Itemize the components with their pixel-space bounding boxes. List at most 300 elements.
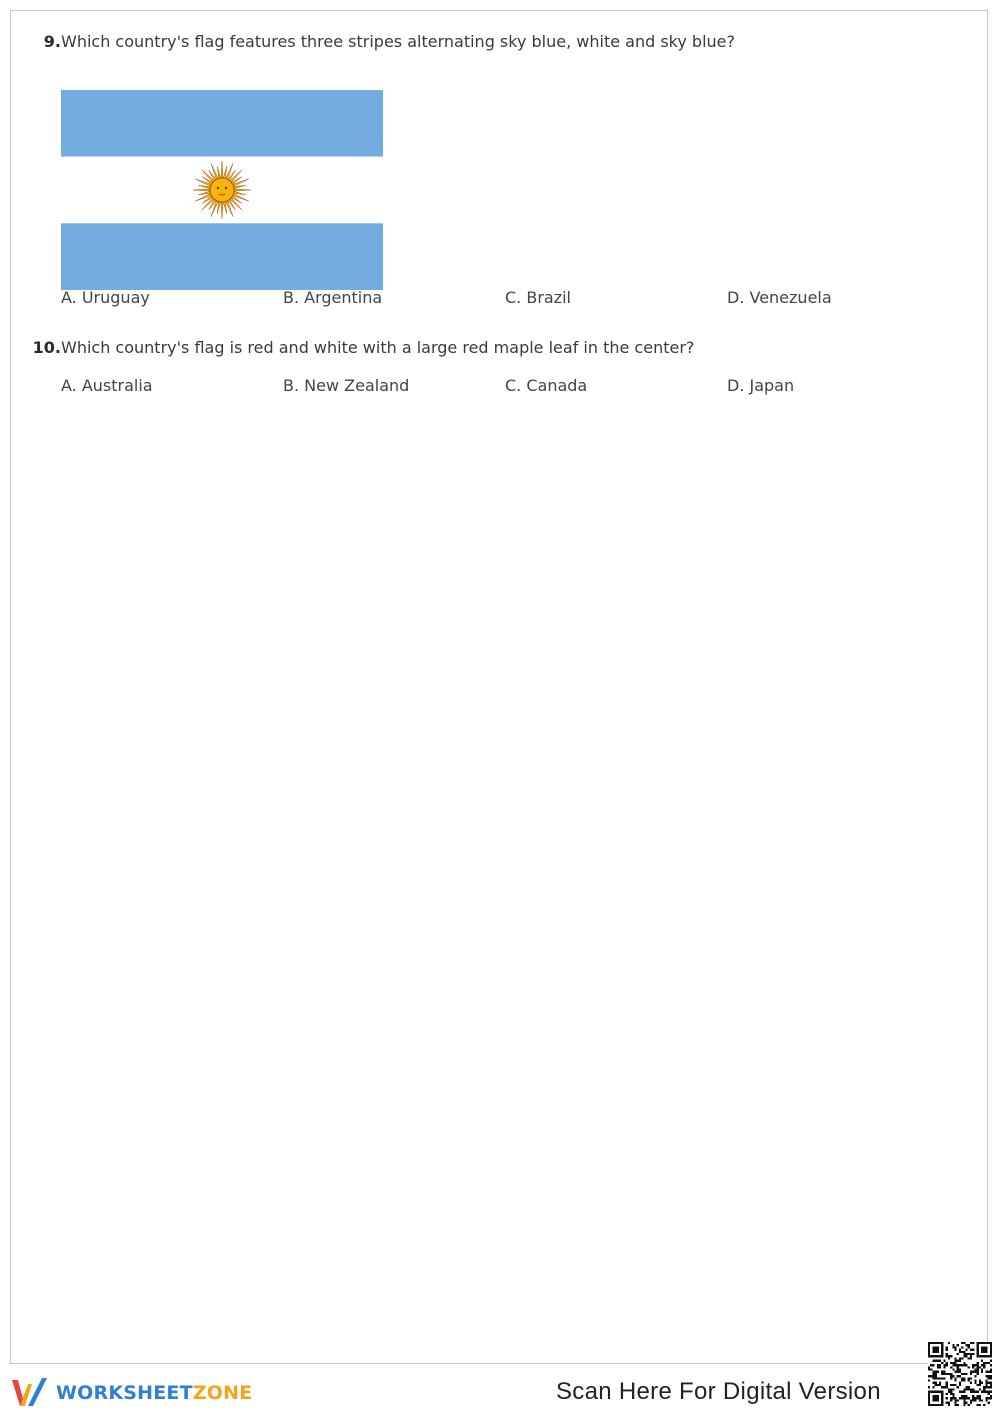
qr-module [963, 1342, 965, 1344]
qr-finder [981, 1346, 988, 1353]
qr-module [970, 1373, 972, 1375]
qr-module [961, 1351, 963, 1353]
qr-module [959, 1375, 961, 1377]
qr-module [990, 1397, 992, 1399]
qr-module [950, 1362, 952, 1364]
qr-module [972, 1391, 974, 1393]
qr-module [979, 1388, 981, 1390]
qr-module [990, 1371, 992, 1373]
qr-module [961, 1373, 963, 1375]
qr-module [959, 1382, 961, 1384]
qr-module [930, 1364, 932, 1366]
qr-module [937, 1360, 939, 1362]
qr-module [977, 1384, 979, 1386]
qr-module [981, 1364, 983, 1366]
qr-module [928, 1375, 930, 1377]
qr-module [990, 1360, 992, 1362]
qr-module [961, 1346, 963, 1348]
question-head [26, 31, 966, 53]
qr-module [988, 1402, 990, 1404]
qr-module [981, 1391, 983, 1393]
qr-module [957, 1368, 959, 1370]
qr-module [939, 1382, 941, 1384]
qr-module [950, 1393, 952, 1395]
qr-module [950, 1397, 952, 1399]
qr-module [963, 1373, 965, 1375]
qr-module [979, 1395, 981, 1397]
qr-module [972, 1397, 974, 1399]
qr-module [970, 1377, 972, 1379]
qr-module [981, 1382, 983, 1384]
qr-module [974, 1364, 976, 1366]
option-d[interactable]: D. Japan [727, 376, 795, 395]
qr-module [968, 1377, 970, 1379]
scan-here-text: Scan Here For Digital Version [556, 1378, 881, 1405]
qr-module [974, 1371, 976, 1373]
qr-module [990, 1382, 992, 1384]
qr-module [968, 1397, 970, 1399]
qr-module [928, 1380, 930, 1382]
qr-module [970, 1391, 972, 1393]
qr-module [961, 1395, 963, 1397]
qr-module [968, 1353, 970, 1355]
qr-module [981, 1360, 983, 1362]
qr-module [974, 1397, 976, 1399]
qr-module [952, 1388, 954, 1390]
option-b[interactable]: B. New Zealand [283, 376, 410, 395]
flag-bottom-stripe [61, 223, 383, 290]
qr-module [974, 1375, 976, 1377]
qr-module [970, 1342, 972, 1344]
qr-module [963, 1362, 965, 1364]
option-c[interactable]: C. Canada [505, 376, 588, 395]
qr-module [959, 1397, 961, 1399]
logo-text-worksheet: WORKSHEET [56, 1382, 193, 1404]
qr-module [946, 1382, 948, 1384]
qr-module [983, 1388, 985, 1390]
qr-module [948, 1391, 950, 1393]
qr-code-icon[interactable] [928, 1342, 992, 1406]
qr-module [974, 1399, 976, 1401]
qr-module [990, 1368, 992, 1370]
qr-module [948, 1402, 950, 1404]
qr-module [983, 1404, 985, 1406]
qr-module [952, 1362, 954, 1364]
qr-module [939, 1360, 941, 1362]
option-d[interactable]: D. Venezuela [727, 288, 832, 307]
qr-module [968, 1366, 970, 1368]
qr-module [950, 1391, 952, 1393]
qr-module [961, 1380, 963, 1382]
qr-module [977, 1362, 979, 1364]
qr-module [959, 1364, 961, 1366]
qr-module [961, 1357, 963, 1359]
qr-module [946, 1353, 948, 1355]
qr-module [966, 1388, 968, 1390]
qr-module [981, 1368, 983, 1370]
qr-module [943, 1371, 945, 1373]
qr-module [974, 1380, 976, 1382]
qr-module [935, 1384, 937, 1386]
qr-module [946, 1386, 948, 1388]
qr-module [979, 1399, 981, 1401]
qr-module [954, 1360, 956, 1362]
qr-module [954, 1404, 956, 1406]
qr-module [957, 1399, 959, 1401]
qr-module [972, 1371, 974, 1373]
qr-module [985, 1371, 987, 1373]
qr-module [928, 1386, 930, 1388]
qr-module [977, 1364, 979, 1366]
qr-module [974, 1391, 976, 1393]
qr-module [946, 1393, 948, 1395]
qr-module [959, 1357, 961, 1359]
qr-module [943, 1377, 945, 1379]
qr-module [972, 1364, 974, 1366]
qr-module [966, 1344, 968, 1346]
qr-module [954, 1380, 956, 1382]
qr-module [946, 1355, 948, 1357]
qr-module [970, 1357, 972, 1359]
qr-module [952, 1397, 954, 1399]
qr-module [946, 1373, 948, 1375]
qr-module [966, 1397, 968, 1399]
qr-module [946, 1362, 948, 1364]
qr-module [985, 1399, 987, 1401]
qr-module [932, 1377, 934, 1379]
option-a[interactable]: A. Australia [61, 376, 153, 395]
qr-module [974, 1368, 976, 1370]
qr-module [937, 1371, 939, 1373]
logo-text-zone: ZONE [192, 1382, 253, 1404]
qr-module [968, 1386, 970, 1388]
qr-module [966, 1395, 968, 1397]
qr-module [968, 1404, 970, 1406]
worksheetzone-logo[interactable] [10, 1376, 252, 1410]
qr-module [946, 1349, 948, 1351]
qr-module [957, 1353, 959, 1355]
qr-module [983, 1364, 985, 1366]
qr-module [959, 1360, 961, 1362]
qr-module [954, 1402, 956, 1404]
qr-module [968, 1357, 970, 1359]
qr-module [943, 1360, 945, 1362]
logo-mark-icon [10, 1376, 50, 1410]
qr-module [979, 1384, 981, 1386]
qr-module [950, 1384, 952, 1386]
qr-module [941, 1371, 943, 1373]
qr-module [946, 1384, 948, 1386]
qr-module [963, 1404, 965, 1406]
qr-module [950, 1366, 952, 1368]
qr-module [948, 1357, 950, 1359]
qr-module [988, 1386, 990, 1388]
question-9 [26, 31, 966, 307]
qr-module [963, 1351, 965, 1353]
qr-module [957, 1375, 959, 1377]
qr-module [963, 1391, 965, 1393]
qr-finder [932, 1346, 939, 1353]
qr-module [954, 1384, 956, 1386]
qr-module [963, 1380, 965, 1382]
qr-module [943, 1373, 945, 1375]
sun-of-may-icon [193, 161, 251, 219]
qr-module [937, 1377, 939, 1379]
qr-module [968, 1380, 970, 1382]
qr-module [954, 1364, 956, 1366]
sun-face [210, 178, 234, 202]
qr-module [968, 1346, 970, 1348]
options-row [61, 288, 949, 307]
qr-module [988, 1397, 990, 1399]
qr-module [935, 1371, 937, 1373]
qr-module [954, 1357, 956, 1359]
qr-module [970, 1349, 972, 1351]
qr-module [932, 1382, 934, 1384]
qr-module [946, 1364, 948, 1366]
qr-module [985, 1382, 987, 1384]
qr-module [954, 1349, 956, 1351]
qr-module [988, 1377, 990, 1379]
qr-module [957, 1366, 959, 1368]
qr-module [970, 1388, 972, 1390]
qr-module [950, 1375, 952, 1377]
qr-module [959, 1371, 961, 1373]
qr-module [970, 1402, 972, 1404]
qr-module [979, 1382, 981, 1384]
qr-module [983, 1366, 985, 1368]
qr-module [941, 1386, 943, 1388]
qr-module [939, 1384, 941, 1386]
qr-module [977, 1373, 979, 1375]
qr-module [988, 1375, 990, 1377]
qr-module [932, 1375, 934, 1377]
qr-module [977, 1391, 979, 1393]
qr-module [990, 1375, 992, 1377]
qr-module [988, 1371, 990, 1373]
qr-module [939, 1366, 941, 1368]
qr-module [957, 1386, 959, 1388]
option-b[interactable]: B. Argentina [283, 288, 383, 307]
qr-module [985, 1386, 987, 1388]
qr-module [974, 1382, 976, 1384]
qr-module [990, 1384, 992, 1386]
qr-module [972, 1366, 974, 1368]
qr-module [957, 1371, 959, 1373]
qr-module [952, 1346, 954, 1348]
qr-module [943, 1364, 945, 1366]
question-text: Which country's flag is red and white with a large red maple leaf in the center? [61, 338, 695, 357]
qr-module [966, 1402, 968, 1404]
qr-module [966, 1349, 968, 1351]
qr-module [981, 1399, 983, 1401]
qr-module [952, 1344, 954, 1346]
qr-module [961, 1364, 963, 1366]
qr-module [979, 1366, 981, 1368]
qr-module [968, 1388, 970, 1390]
qr-module [935, 1375, 937, 1377]
qr-module [954, 1371, 956, 1373]
qr-module [932, 1373, 934, 1375]
qr-module [972, 1395, 974, 1397]
question-text: Which country's flag features three stripes alternating sky blue, white and sky blue? [61, 32, 735, 51]
qr-module [937, 1364, 939, 1366]
qr-module [988, 1391, 990, 1393]
qr-module [954, 1377, 956, 1379]
qr-module [928, 1366, 930, 1368]
qr-module [972, 1353, 974, 1355]
qr-module [952, 1384, 954, 1386]
qr-module [972, 1349, 974, 1351]
qr-module [963, 1402, 965, 1404]
qr-module [963, 1397, 965, 1399]
qr-module [961, 1391, 963, 1393]
qr-module [952, 1364, 954, 1366]
qr-module [952, 1395, 954, 1397]
qr-module [985, 1384, 987, 1386]
qr-module [990, 1386, 992, 1388]
qr-module [981, 1371, 983, 1373]
qr-module [930, 1368, 932, 1370]
qr-module [954, 1362, 956, 1364]
qr-module [954, 1397, 956, 1399]
question-number: 10. [32, 338, 61, 357]
qr-module [941, 1362, 943, 1364]
qr-module [966, 1373, 968, 1375]
qr-module [985, 1362, 987, 1364]
qr-module [963, 1395, 965, 1397]
qr-module [972, 1399, 974, 1401]
qr-module [983, 1362, 985, 1364]
qr-module [988, 1393, 990, 1395]
qr-module [950, 1355, 952, 1357]
qr-module [932, 1364, 934, 1366]
qr-module [963, 1353, 965, 1355]
qr-module [952, 1393, 954, 1395]
argentina-flag-image [61, 90, 383, 290]
qr-module [963, 1377, 965, 1379]
qr-module [939, 1364, 941, 1366]
qr-module [979, 1397, 981, 1399]
qr-module [959, 1351, 961, 1353]
qr-module [959, 1368, 961, 1370]
qr-module [952, 1368, 954, 1370]
qr-module [957, 1364, 959, 1366]
qr-module [939, 1377, 941, 1379]
qr-module [966, 1355, 968, 1357]
logo-text [56, 1382, 252, 1404]
question-10 [26, 337, 966, 395]
qr-module [935, 1373, 937, 1375]
qr-module [970, 1371, 972, 1373]
qr-module [928, 1368, 930, 1370]
qr-module [966, 1386, 968, 1388]
qr-module [961, 1342, 963, 1344]
qr-module [935, 1382, 937, 1384]
qr-module [943, 1386, 945, 1388]
qr-module [935, 1377, 937, 1379]
qr-module [948, 1404, 950, 1406]
qr-module [932, 1360, 934, 1362]
qr-module [972, 1342, 974, 1344]
qr-module [961, 1397, 963, 1399]
qr-module [988, 1382, 990, 1384]
qr-module [957, 1404, 959, 1406]
qr-module [972, 1388, 974, 1390]
qr-module [961, 1377, 963, 1379]
qr-module [963, 1399, 965, 1401]
qr-module [952, 1375, 954, 1377]
qr-module [950, 1399, 952, 1401]
qr-module [990, 1391, 992, 1393]
qr-module [935, 1360, 937, 1362]
qr-module [963, 1355, 965, 1357]
qr-module [937, 1366, 939, 1368]
qr-module [946, 1346, 948, 1348]
qr-module [954, 1346, 956, 1348]
qr-module [948, 1388, 950, 1390]
sun-eye [217, 187, 219, 189]
qr-module [941, 1373, 943, 1375]
qr-module [966, 1353, 968, 1355]
qr-module [966, 1364, 968, 1366]
qr-module [977, 1404, 979, 1406]
qr-module [990, 1395, 992, 1397]
qr-module [985, 1375, 987, 1377]
sun-eye [225, 187, 227, 189]
qr-module [979, 1404, 981, 1406]
qr-module [930, 1375, 932, 1377]
option-c[interactable]: C. Brazil [505, 288, 571, 307]
qr-module [950, 1388, 952, 1390]
qr-module [985, 1397, 987, 1399]
qr-module [941, 1377, 943, 1379]
options-row [61, 376, 949, 395]
qr-module [959, 1391, 961, 1393]
qr-module [970, 1399, 972, 1401]
qr-module [977, 1395, 979, 1397]
qr-module [943, 1366, 945, 1368]
option-a[interactable]: A. Uruguay [61, 288, 150, 307]
qr-module [932, 1386, 934, 1388]
qr-module [957, 1360, 959, 1362]
qr-module [977, 1366, 979, 1368]
qr-module [950, 1377, 952, 1379]
question-head [26, 337, 966, 359]
qr-module [979, 1380, 981, 1382]
qr-module [970, 1353, 972, 1355]
qr-module [959, 1384, 961, 1386]
qr-module [954, 1399, 956, 1401]
qr-module [977, 1371, 979, 1373]
question-number: 9. [43, 32, 61, 51]
qr-module [950, 1373, 952, 1375]
qr-module [983, 1386, 985, 1388]
qr-module [985, 1380, 987, 1382]
qr-module [932, 1371, 934, 1373]
qr-module [990, 1377, 992, 1379]
qr-module [970, 1355, 972, 1357]
qr-module [959, 1349, 961, 1351]
qr-module [946, 1402, 948, 1404]
qr-module [983, 1391, 985, 1393]
qr-module [970, 1382, 972, 1384]
qr-module [963, 1364, 965, 1366]
qr-module [977, 1368, 979, 1370]
qr-module [948, 1373, 950, 1375]
qr-finder [932, 1395, 939, 1402]
qr-module [946, 1397, 948, 1399]
